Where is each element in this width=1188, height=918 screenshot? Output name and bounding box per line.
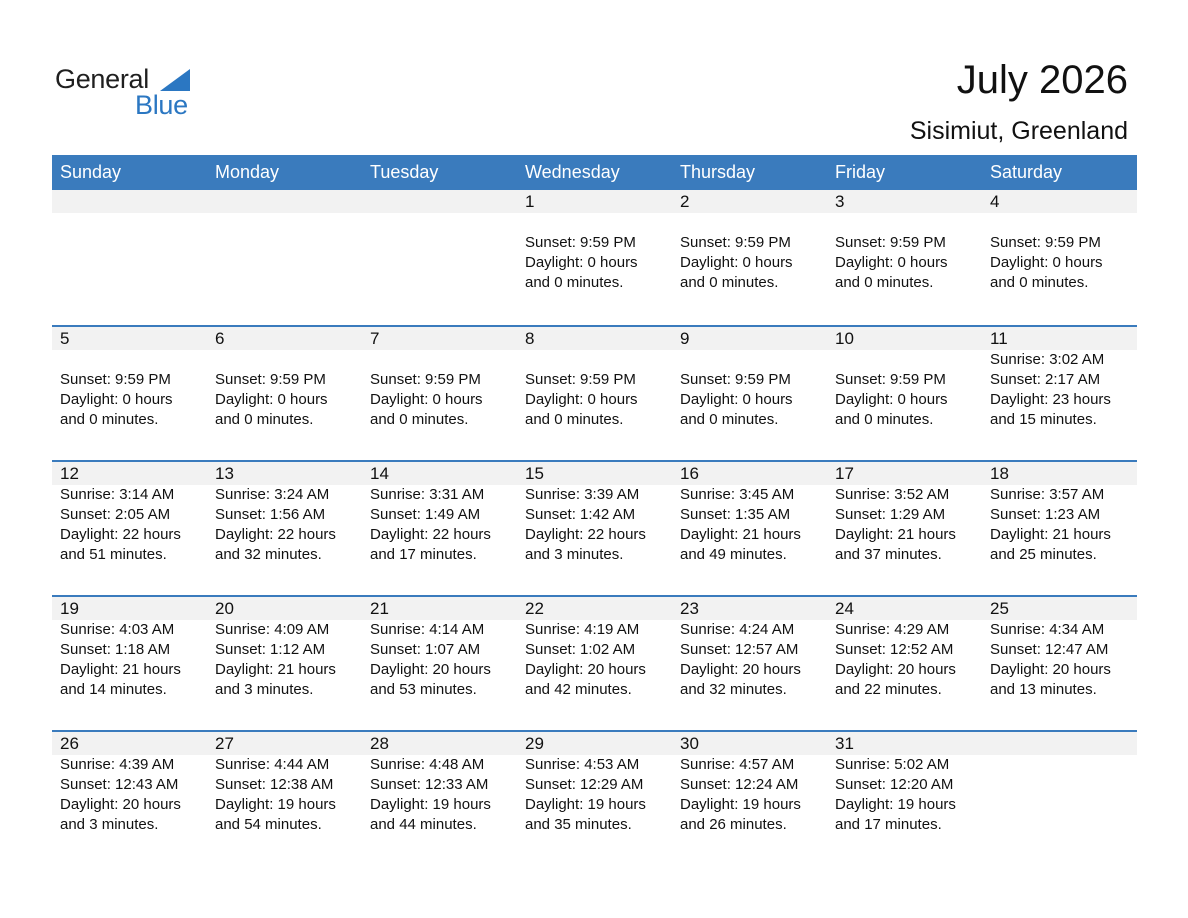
day-cell xyxy=(207,732,362,865)
sunrise-text: Sunrise: 4:24 AM xyxy=(680,621,795,638)
daylight-text: and 0 minutes. xyxy=(835,411,934,428)
sunrise-text: Sunrise: 3:31 AM xyxy=(370,486,485,503)
day-number xyxy=(370,190,517,213)
sunset-text: Sunset: 12:20 AM xyxy=(835,776,954,793)
sunset-text: Sunset: 1:42 AM xyxy=(525,506,636,523)
sunrise-text: Sunrise: 3:39 AM xyxy=(525,486,640,503)
sunrise-text: Sunrise: 4:29 AM xyxy=(835,621,950,638)
daylight-text: and 0 minutes. xyxy=(990,274,1089,291)
day-number: 2 xyxy=(680,192,690,211)
sunset-text xyxy=(370,233,517,253)
sunrise-text: Sunrise: 3:45 AM xyxy=(680,486,795,503)
sunrise-text xyxy=(835,213,982,233)
sunset-text: Sunset: 9:59 PM xyxy=(370,371,481,388)
daylight-text: and 22 minutes. xyxy=(835,681,942,698)
daylight-text: and 53 minutes. xyxy=(370,681,477,698)
day-cell xyxy=(982,732,1137,865)
sunrise-text: Sunrise: 4:09 AM xyxy=(215,621,330,638)
sunrise-text xyxy=(370,350,517,370)
daylight-text: and 32 minutes. xyxy=(680,681,787,698)
sunrise-text xyxy=(60,213,207,233)
daylight-text: and 14 minutes. xyxy=(60,681,167,698)
sunrise-text xyxy=(215,213,362,233)
daylight-text: Daylight: 0 hours xyxy=(215,391,328,408)
sunset-text: Sunset: 2:17 AM xyxy=(990,371,1101,388)
logo-triangle-icon xyxy=(160,69,190,91)
daylight-text: and 25 minutes. xyxy=(990,546,1097,563)
day-number: 24 xyxy=(835,599,854,618)
day-number: 16 xyxy=(680,464,699,483)
weekday-header xyxy=(52,155,1137,190)
daylight-text: Daylight: 0 hours xyxy=(990,254,1103,271)
sunrise-text xyxy=(525,350,672,370)
day-cell xyxy=(982,190,1137,325)
daylight-text: and 0 minutes. xyxy=(525,411,624,428)
daylight-text: and 32 minutes. xyxy=(215,546,322,563)
sunset-text: Sunset: 9:59 PM xyxy=(60,371,171,388)
day-cell xyxy=(517,190,672,325)
sunrise-text xyxy=(990,755,1137,775)
sunrise-text: Sunrise: 4:34 AM xyxy=(990,621,1105,638)
day-number: 20 xyxy=(215,599,234,618)
daylight-text: Daylight: 0 hours xyxy=(835,391,948,408)
daylight-text: Daylight: 0 hours xyxy=(835,254,948,271)
sunrise-text xyxy=(60,350,207,370)
daylight-text xyxy=(370,253,517,273)
day-number: 19 xyxy=(60,599,79,618)
day-number: 15 xyxy=(525,464,544,483)
location-subtitle: Sisimiut, Greenland xyxy=(909,117,1128,145)
sunset-text: Sunset: 1:29 AM xyxy=(835,506,946,523)
daylight-text xyxy=(990,815,1137,835)
daylight-text: and 0 minutes. xyxy=(525,274,624,291)
logo-general-text: General xyxy=(55,64,149,94)
daylight-text: Daylight: 0 hours xyxy=(680,254,793,271)
daylight-text: Daylight: 19 hours xyxy=(680,796,801,813)
sunrise-text: Sunrise: 4:39 AM xyxy=(60,756,175,773)
sunrise-text xyxy=(370,213,517,233)
sunset-text: Sunset: 1:56 AM xyxy=(215,506,326,523)
day-cell xyxy=(52,190,207,325)
daylight-text: and 0 minutes. xyxy=(680,274,779,291)
sunset-text: Sunset: 1:12 AM xyxy=(215,641,326,658)
calendar-grid xyxy=(52,190,1137,865)
day-cell xyxy=(362,597,517,730)
sunset-text: Sunset: 1:35 AM xyxy=(680,506,791,523)
daylight-text xyxy=(215,273,362,293)
sunrise-text xyxy=(525,213,672,233)
daylight-text: Daylight: 0 hours xyxy=(680,391,793,408)
day-cell xyxy=(52,597,207,730)
day-number: 10 xyxy=(835,329,854,348)
logo-blue-text: Blue xyxy=(135,90,188,120)
day-cell xyxy=(362,327,517,460)
daylight-text: Daylight: 22 hours xyxy=(60,526,181,543)
daylight-text xyxy=(60,273,207,293)
daylight-text: Daylight: 21 hours xyxy=(835,526,956,543)
logo xyxy=(55,64,205,120)
sunrise-text: Sunrise: 4:57 AM xyxy=(680,756,795,773)
day-number: 11 xyxy=(990,329,1008,348)
daylight-text: Daylight: 21 hours xyxy=(215,661,336,678)
sunset-text: Sunset: 2:05 AM xyxy=(60,506,171,523)
sunrise-text: Sunrise: 3:14 AM xyxy=(60,486,175,503)
day-number: 18 xyxy=(990,464,1009,483)
sunrise-text: Sunrise: 4:48 AM xyxy=(370,756,485,773)
day-cell xyxy=(672,597,827,730)
sunset-text: Sunset: 9:59 PM xyxy=(680,234,791,251)
daylight-text: Daylight: 19 hours xyxy=(525,796,646,813)
daylight-text: and 15 minutes. xyxy=(990,411,1097,428)
day-number: 28 xyxy=(370,734,389,753)
sunset-text: Sunset: 12:38 AM xyxy=(215,776,334,793)
daylight-text: Daylight: 21 hours xyxy=(990,526,1111,543)
weekday-sunday: Sunday xyxy=(60,162,122,182)
weekday-tuesday: Tuesday xyxy=(370,162,439,182)
sunrise-text: Sunrise: 3:52 AM xyxy=(835,486,950,503)
day-number: 1 xyxy=(525,192,535,211)
daylight-text: and 0 minutes. xyxy=(680,411,779,428)
day-number xyxy=(60,190,207,213)
daylight-text: Daylight: 0 hours xyxy=(60,391,173,408)
day-cell xyxy=(362,190,517,325)
day-cell xyxy=(517,732,672,865)
daylight-text: and 49 minutes. xyxy=(680,546,787,563)
daylight-text: Daylight: 20 hours xyxy=(990,661,1111,678)
daylight-text: and 3 minutes. xyxy=(525,546,624,563)
sunset-text: Sunset: 12:57 AM xyxy=(680,641,799,658)
daylight-text: Daylight: 23 hours xyxy=(990,391,1111,408)
day-number: 21 xyxy=(370,599,389,618)
day-cell xyxy=(672,190,827,325)
sunrise-text: Sunrise: 3:24 AM xyxy=(215,486,330,503)
sunset-text xyxy=(990,775,1137,795)
sunset-text: Sunset: 9:59 PM xyxy=(525,234,636,251)
daylight-text: and 26 minutes. xyxy=(680,816,787,833)
sunset-text: Sunset: 9:59 PM xyxy=(835,371,946,388)
day-cell xyxy=(517,327,672,460)
sunset-text: Sunset: 1:49 AM xyxy=(370,506,481,523)
day-cell xyxy=(672,327,827,460)
day-number: 13 xyxy=(215,464,234,483)
day-cell xyxy=(52,732,207,865)
daylight-text: Daylight: 0 hours xyxy=(370,391,483,408)
daylight-text: and 17 minutes. xyxy=(370,546,477,563)
day-number xyxy=(215,190,362,213)
sunrise-text: Sunrise: 4:14 AM xyxy=(370,621,485,638)
day-number: 3 xyxy=(835,192,845,211)
daylight-text: and 0 minutes. xyxy=(60,411,159,428)
daylight-text: and 37 minutes. xyxy=(835,546,942,563)
day-number: 4 xyxy=(990,192,1000,211)
day-number: 25 xyxy=(990,599,1009,618)
sunrise-text xyxy=(215,350,362,370)
sunset-text: Sunset: 9:59 PM xyxy=(680,371,791,388)
day-cell xyxy=(207,327,362,460)
day-number: 22 xyxy=(525,599,544,618)
day-cell xyxy=(827,190,982,325)
sunset-text: Sunset: 12:43 AM xyxy=(60,776,179,793)
sunrise-text xyxy=(835,350,982,370)
sunset-text: Sunset: 1:07 AM xyxy=(370,641,481,658)
day-cell xyxy=(207,190,362,325)
sunrise-text: Sunrise: 4:03 AM xyxy=(60,621,175,638)
daylight-text xyxy=(990,795,1137,815)
day-cell xyxy=(827,327,982,460)
daylight-text: Daylight: 22 hours xyxy=(370,526,491,543)
sunrise-text xyxy=(680,213,827,233)
week-row xyxy=(52,460,1137,595)
sunset-text: Sunset: 1:18 AM xyxy=(60,641,171,658)
daylight-text: Daylight: 20 hours xyxy=(835,661,956,678)
daylight-text: and 35 minutes. xyxy=(525,816,632,833)
sunrise-text: Sunrise: 4:53 AM xyxy=(525,756,640,773)
daylight-text: and 13 minutes. xyxy=(990,681,1097,698)
daylight-text: Daylight: 20 hours xyxy=(370,661,491,678)
sunset-text: Sunset: 12:52 AM xyxy=(835,641,954,658)
day-cell xyxy=(517,597,672,730)
daylight-text: and 51 minutes. xyxy=(60,546,167,563)
daylight-text: Daylight: 20 hours xyxy=(680,661,801,678)
week-row xyxy=(52,325,1137,460)
daylight-text: and 0 minutes. xyxy=(215,411,314,428)
sunrise-text: Sunrise: 3:02 AM xyxy=(990,351,1105,368)
day-number: 29 xyxy=(525,734,544,753)
day-cell xyxy=(207,462,362,595)
daylight-text xyxy=(370,273,517,293)
day-cell xyxy=(672,462,827,595)
day-number: 27 xyxy=(215,734,234,753)
sunset-text: Sunset: 9:59 PM xyxy=(990,234,1101,251)
daylight-text: Daylight: 0 hours xyxy=(525,391,638,408)
sunset-text: Sunset: 9:59 PM xyxy=(215,371,326,388)
daylight-text: Daylight: 21 hours xyxy=(680,526,801,543)
day-number: 9 xyxy=(680,329,690,348)
day-number: 8 xyxy=(525,329,535,348)
day-cell xyxy=(362,462,517,595)
sunset-text: Sunset: 1:23 AM xyxy=(990,506,1101,523)
daylight-text: and 44 minutes. xyxy=(370,816,477,833)
daylight-text: Daylight: 19 hours xyxy=(835,796,956,813)
sunset-text: Sunset: 12:24 AM xyxy=(680,776,799,793)
daylight-text: and 54 minutes. xyxy=(215,816,322,833)
sunset-text xyxy=(60,233,207,253)
day-number: 7 xyxy=(370,329,380,348)
day-cell xyxy=(982,597,1137,730)
day-cell xyxy=(672,732,827,865)
day-number: 14 xyxy=(370,464,389,483)
daylight-text: and 0 minutes. xyxy=(835,274,934,291)
day-cell xyxy=(827,597,982,730)
daylight-text: Daylight: 20 hours xyxy=(60,796,181,813)
sunset-text: Sunset: 1:02 AM xyxy=(525,641,636,658)
sunrise-text: Sunrise: 4:19 AM xyxy=(525,621,640,638)
day-cell xyxy=(362,732,517,865)
day-number: 5 xyxy=(60,329,70,348)
week-row xyxy=(52,190,1137,325)
day-number: 6 xyxy=(215,329,225,348)
day-cell xyxy=(982,327,1137,460)
sunset-text: Sunset: 12:47 AM xyxy=(990,641,1109,658)
weekday-saturday: Saturday xyxy=(990,162,1063,182)
daylight-text: Daylight: 22 hours xyxy=(215,526,336,543)
day-number: 23 xyxy=(680,599,699,618)
sunset-text: Sunset: 12:29 AM xyxy=(525,776,644,793)
day-number: 12 xyxy=(60,464,79,483)
daylight-text: Daylight: 22 hours xyxy=(525,526,646,543)
sunrise-text: Sunrise: 5:02 AM xyxy=(835,756,950,773)
daylight-text: Daylight: 19 hours xyxy=(215,796,336,813)
daylight-text xyxy=(215,253,362,273)
sunrise-text: Sunrise: 4:44 AM xyxy=(215,756,330,773)
day-number: 31 xyxy=(835,734,854,753)
sunset-text: Sunset: 9:59 PM xyxy=(525,371,636,388)
daylight-text: and 3 minutes. xyxy=(215,681,314,698)
day-number: 26 xyxy=(60,734,79,753)
daylight-text: Daylight: 0 hours xyxy=(525,254,638,271)
sunrise-text xyxy=(990,213,1137,233)
day-cell xyxy=(52,327,207,460)
daylight-text: and 0 minutes. xyxy=(370,411,469,428)
daylight-text: and 17 minutes. xyxy=(835,816,942,833)
page-title: July 2026 xyxy=(956,58,1128,102)
weekday-monday: Monday xyxy=(215,162,280,182)
daylight-text: Daylight: 20 hours xyxy=(525,661,646,678)
sunset-text xyxy=(215,233,362,253)
daylight-text: and 42 minutes. xyxy=(525,681,632,698)
day-number: 30 xyxy=(680,734,699,753)
sunrise-text xyxy=(680,350,827,370)
day-cell xyxy=(827,732,982,865)
sunset-text: Sunset: 9:59 PM xyxy=(835,234,946,251)
week-row xyxy=(52,595,1137,730)
daylight-text: Daylight: 21 hours xyxy=(60,661,181,678)
day-number: 17 xyxy=(835,464,854,483)
day-cell xyxy=(517,462,672,595)
daylight-text: Daylight: 19 hours xyxy=(370,796,491,813)
day-cell xyxy=(827,462,982,595)
daylight-text xyxy=(60,253,207,273)
weekday-wednesday: Wednesday xyxy=(525,162,620,182)
day-cell xyxy=(982,462,1137,595)
day-cell xyxy=(52,462,207,595)
sunrise-text: Sunrise: 3:57 AM xyxy=(990,486,1105,503)
sunset-text: Sunset: 12:33 AM xyxy=(370,776,489,793)
daylight-text: and 3 minutes. xyxy=(60,816,159,833)
day-cell xyxy=(207,597,362,730)
weekday-thursday: Thursday xyxy=(680,162,756,182)
day-number xyxy=(990,732,1137,755)
week-row xyxy=(52,730,1137,865)
weekday-friday: Friday xyxy=(835,162,886,182)
